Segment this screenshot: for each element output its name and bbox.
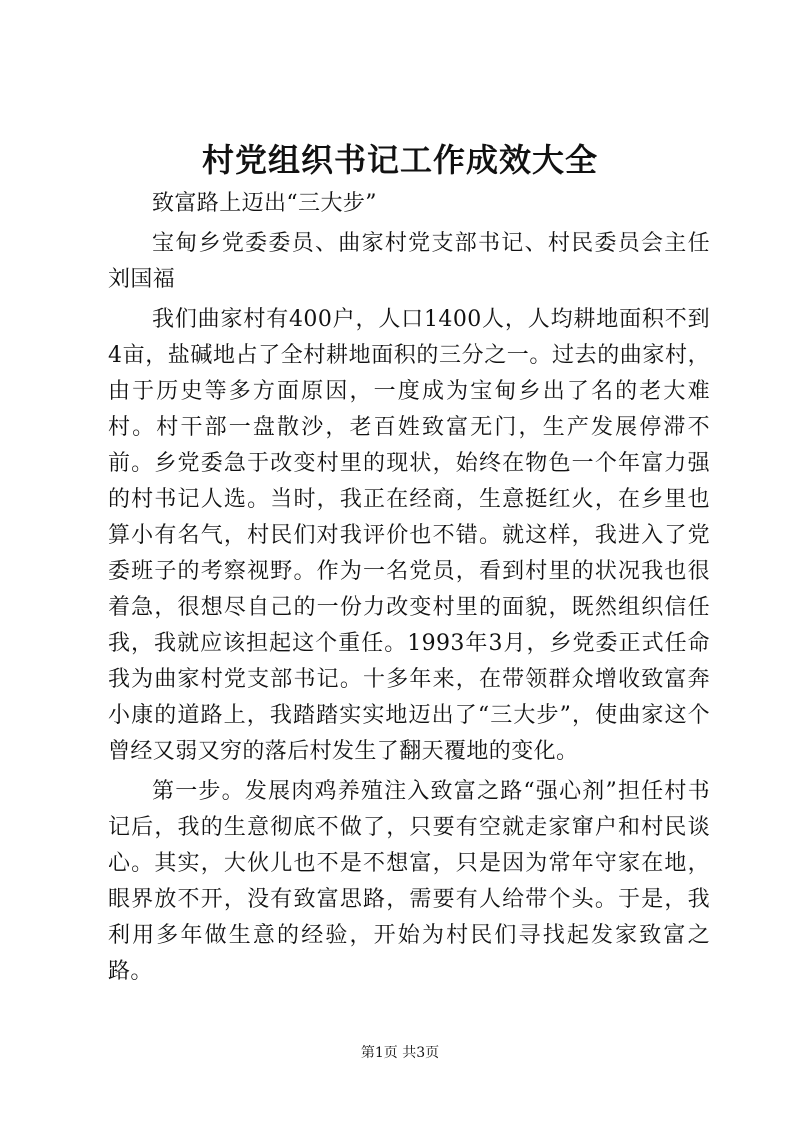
author-paragraph: 宝甸乡党委委员、曲家村党支部书记、村民委员会主任刘国福 (108, 231, 710, 292)
document-body (108, 186, 710, 994)
document-title: 村党组织书记工作成效大全 (201, 141, 598, 179)
body-paragraph: 第一步。发展肉鸡养殖注入致富之路“强心剂”担任村书记后，我的生意彻底不做了，只要有空就走家窜户和村民谈心。其实，大伙儿也不是不想富，只是因为常年守家在地，眼界放不开，没有致富思路，需要有人给带个头。于是，我利用多年做生意的经验，开始为村民们寻找起发家致富之路。 (108, 779, 710, 984)
body-paragraph: 我们曲家村有400户，人口1400人，人均耕地面积不到4亩，盐碱地占了全村耕地面积的三分之一。过去的曲家村，由于历史等多方面原因，一度成为宝甸乡出了名的老大难村。村干部一盘散沙，老百姓致富无门，生产发展停滞不前。乡党委急于改变村里的现状，始终在物色一个年富力强的村书记人选。当时，我正在经商，生意挺红火，在乡里也算小有名气，村民们对我评价也不错。就这样，我进入了党委班子的考察视野。作为一名党员，看到村里的状况我也很着急，很想尽自己的一份力改变村里的面貌，既然组织信任我，我就应该担起这个重任。1993年3月，乡党委正式任命我为曲家村党支部书记。十多年来，在带领群众增收致富奔小康的道路上，我踏踏实实地迈出了“三大步”，使曲家这个曾经又弱又穷的落后村发生了翻天覆地的变化。 (108, 307, 710, 764)
page-footer: 第1页 共3页 (360, 1045, 440, 1061)
subtitle-paragraph: 致富路上迈出“三大步” (152, 191, 377, 216)
